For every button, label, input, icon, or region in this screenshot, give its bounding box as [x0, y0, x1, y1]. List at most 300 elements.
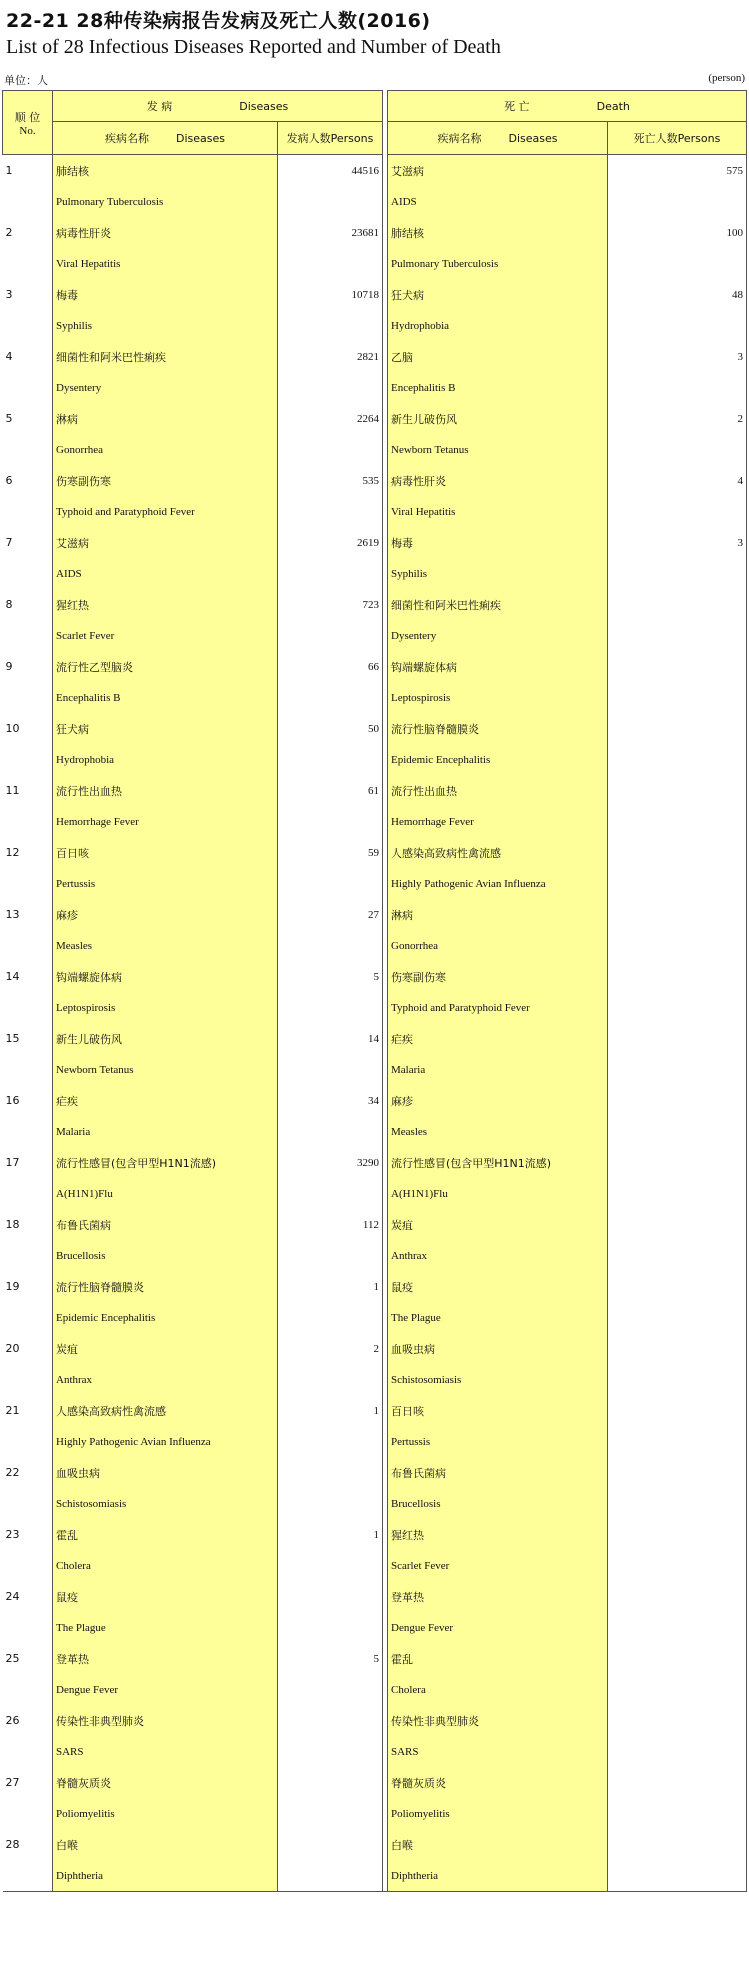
rank-cell: 3: [5, 288, 13, 301]
table-row: [3, 372, 747, 403]
death-disease-zh: 伤寒副伤寒: [388, 961, 608, 992]
table-row: [3, 403, 747, 434]
death-disease-en: Diphtheria: [388, 1860, 608, 1892]
death-count: [608, 1209, 747, 1240]
death-count: [608, 775, 747, 806]
rank-cell-empty: [3, 1426, 53, 1457]
death-count-empty: [608, 1054, 747, 1085]
rank-cell: 12: [5, 846, 20, 859]
death-disease-zh: 淋病: [388, 899, 608, 930]
death-disease-en: Anthrax: [388, 1240, 608, 1271]
table-body: [3, 155, 747, 1892]
table-row: [3, 1457, 747, 1488]
incidence-count: 5: [373, 1652, 379, 1665]
death-header-en: Death: [596, 100, 630, 113]
rank-cell: 18: [5, 1218, 20, 1231]
incidence-count: [278, 1457, 383, 1488]
table-row: [3, 961, 747, 992]
table-row: [3, 1736, 747, 1767]
death-disease-zh: 登革热: [388, 1581, 608, 1612]
incidence-disease-zh: 血吸虫病: [53, 1457, 278, 1488]
incidence-disease-en: Gonorrhea: [53, 434, 278, 465]
incidence-disease-zh: 麻疹: [53, 899, 278, 930]
death-count-empty: [608, 310, 747, 341]
death-count: 575: [608, 155, 747, 187]
death-count-empty: [608, 1240, 747, 1271]
incidence-count-empty: [278, 248, 383, 279]
death-disease-en: Typhoid and Paratyphoid Fever: [388, 992, 608, 1023]
rank-cell: 21: [5, 1404, 20, 1417]
incidence-disease-en: Pulmonary Tuberculosis: [53, 186, 278, 217]
rank-cell: 26: [5, 1714, 20, 1727]
rank-cell: 10: [5, 722, 20, 735]
rank-cell: 9: [5, 660, 13, 673]
death-count: [608, 713, 747, 744]
death-count: 3: [608, 341, 747, 372]
incidence-disease-zh: 流行性感冒(包含甲型H1N1流感): [53, 1147, 278, 1178]
death-disease-en: Hemorrhage Fever: [388, 806, 608, 837]
death-count-empty: [608, 1860, 747, 1892]
incidence-disease-zh: 流行性乙型脑炎: [53, 651, 278, 682]
table-row: [3, 1488, 747, 1519]
rank-cell: 14: [5, 970, 20, 983]
death-count: [608, 1147, 747, 1178]
incidence-disease-en: Cholera: [53, 1550, 278, 1581]
death-disease-zh: 艾滋病: [388, 155, 608, 187]
incidence-disease-en: Leptospirosis: [53, 992, 278, 1023]
incidence-disease-en: Pertussis: [53, 868, 278, 899]
incidence-disease-zh: 伤寒副伤寒: [53, 465, 278, 496]
incidence-disease-zh: 流行性脑脊髓膜炎: [53, 1271, 278, 1302]
incidence-disease-zh: 百日咳: [53, 837, 278, 868]
table-row: [3, 310, 747, 341]
incidence-count-empty: [278, 1054, 383, 1085]
incidence-count-empty: [278, 1736, 383, 1767]
incidence-count-empty: [278, 186, 383, 217]
death-count: [608, 589, 747, 620]
table-row: [3, 1333, 747, 1364]
table-row: [3, 930, 747, 961]
death-count: [608, 1705, 747, 1736]
rank-cell-empty: [3, 930, 53, 961]
incidence-count: 2: [373, 1342, 379, 1355]
table-row: [3, 899, 747, 930]
rank-cell-empty: [3, 1116, 53, 1147]
incidence-disease-en: Brucellosis: [53, 1240, 278, 1271]
death-disease-en: AIDS: [388, 186, 608, 217]
rank-cell-empty: [3, 1054, 53, 1085]
rank-header-zh: 顺 位: [14, 110, 41, 124]
death-disease-en: Pulmonary Tuberculosis: [388, 248, 608, 279]
death-disease-zh: 布鲁氏菌病: [388, 1457, 608, 1488]
incidence-count-empty: [278, 1860, 383, 1892]
rank-cell-empty: [3, 806, 53, 837]
death-disease-en: Newborn Tetanus: [388, 434, 608, 465]
death-count-empty: [608, 248, 747, 279]
incidence-disease-en: Newborn Tetanus: [53, 1054, 278, 1085]
page-title-zh: 22-21 28种传染病报告发病及死亡人数(2016): [6, 10, 431, 32]
table-row: [3, 1519, 747, 1550]
incidence-count: [278, 1705, 383, 1736]
death-count: 48: [608, 279, 747, 310]
rank-cell-empty: [3, 434, 53, 465]
death-disease-zh: 百日咳: [388, 1395, 608, 1426]
incidence-disease-en: Hemorrhage Fever: [53, 806, 278, 837]
incidence-disease-en: Malaria: [53, 1116, 278, 1147]
rank-cell: 20: [5, 1342, 20, 1355]
incidence-count-empty: [278, 992, 383, 1023]
death-count-empty: [608, 558, 747, 589]
incidence-disease-col-zh: 疾病名称: [105, 132, 149, 145]
incidence-count: 1: [373, 1404, 379, 1417]
incidence-count: 66: [368, 660, 379, 673]
death-disease-en: Scarlet Fever: [388, 1550, 608, 1581]
death-disease-zh: 传染性非典型肺炎: [388, 1705, 608, 1736]
incidence-count: 2821: [357, 350, 379, 363]
incidence-count: [278, 1581, 383, 1612]
incidence-disease-zh: 鼠疫: [53, 1581, 278, 1612]
table-row: [3, 1550, 747, 1581]
incidence-count: 10718: [351, 288, 379, 301]
death-count-empty: [608, 496, 747, 527]
table-row: [3, 1705, 747, 1736]
death-disease-zh: 狂犬病: [388, 279, 608, 310]
death-disease-zh: 鼠疫: [388, 1271, 608, 1302]
death-disease-en: Epidemic Encephalitis: [388, 744, 608, 775]
rank-cell: 25: [5, 1652, 20, 1665]
death-count-empty: [608, 806, 747, 837]
unit-label-en: (person): [708, 72, 745, 84]
rank-cell-empty: [3, 1240, 53, 1271]
table-row: [3, 1612, 747, 1643]
rank-cell-empty: [3, 1178, 53, 1209]
death-count: [608, 651, 747, 682]
incidence-count: 61: [368, 784, 379, 797]
death-disease-col-header: [388, 122, 608, 155]
incidence-disease-en: Diphtheria: [53, 1860, 278, 1892]
incidence-count: 2264: [357, 412, 379, 425]
death-disease-en: Leptospirosis: [388, 682, 608, 713]
death-disease-zh: 新生儿破伤风: [388, 403, 608, 434]
rank-cell: 13: [5, 908, 20, 921]
death-count: [608, 961, 747, 992]
incidence-disease-en: Typhoid and Paratyphoid Fever: [53, 496, 278, 527]
death-disease-zh: 流行性脑脊髓膜炎: [388, 713, 608, 744]
incidence-disease-en: Hydrophobia: [53, 744, 278, 775]
rank-cell-empty: [3, 682, 53, 713]
incidence-count-empty: [278, 1240, 383, 1271]
table-row: [3, 558, 747, 589]
table-row: [3, 1581, 747, 1612]
incidence-disease-zh: 登革热: [53, 1643, 278, 1674]
death-count-empty: [608, 1178, 747, 1209]
rank-cell-empty: [3, 496, 53, 527]
incidence-disease-zh: 传染性非典型肺炎: [53, 1705, 278, 1736]
incidence-disease-en: SARS: [53, 1736, 278, 1767]
incidence-disease-zh: 新生儿破伤风: [53, 1023, 278, 1054]
death-disease-zh: 人感染高致病性禽流感: [388, 837, 608, 868]
incidence-count: 5: [373, 970, 379, 983]
table-row: [3, 837, 747, 868]
table-row: [3, 1798, 747, 1829]
death-disease-zh: 炭疽: [388, 1209, 608, 1240]
rank-cell-empty: [3, 1736, 53, 1767]
incidence-disease-zh: 钩端螺旋体病: [53, 961, 278, 992]
rank-cell: 19: [5, 1280, 20, 1293]
incidence-count-empty: [278, 496, 383, 527]
rank-cell: 11: [5, 784, 20, 797]
death-disease-en: Brucellosis: [388, 1488, 608, 1519]
death-disease-en: Encephalitis B: [388, 372, 608, 403]
incidence-count-empty: [278, 930, 383, 961]
incidence-disease-en: A(H1N1)Flu: [53, 1178, 278, 1209]
rank-cell-empty: [3, 1860, 53, 1892]
incidence-count-empty: [278, 1488, 383, 1519]
death-count-empty: [608, 682, 747, 713]
incidence-count: 50: [368, 722, 379, 735]
incidence-count-empty: [278, 434, 383, 465]
table-row: [3, 1302, 747, 1333]
incidence-disease-en: The Plague: [53, 1612, 278, 1643]
incidence-count-empty: [278, 1798, 383, 1829]
incidence-count-empty: [278, 1426, 383, 1457]
death-disease-en: Hydrophobia: [388, 310, 608, 341]
table-row: [3, 1829, 747, 1860]
death-disease-zh: 细菌性和阿米巴性痢疾: [388, 589, 608, 620]
incidence-disease-en: Highly Pathogenic Avian Influenza: [53, 1426, 278, 1457]
incidence-count: [278, 1829, 383, 1860]
death-count: [608, 1395, 747, 1426]
incidence-disease-zh: 炭疽: [53, 1333, 278, 1364]
death-count-empty: [608, 868, 747, 899]
death-count-empty: [608, 1364, 747, 1395]
table-row: [3, 992, 747, 1023]
rank-cell: 17: [5, 1156, 20, 1169]
death-disease-en: Cholera: [388, 1674, 608, 1705]
incidence-count: 27: [368, 908, 379, 921]
incidence-count: 112: [362, 1218, 379, 1231]
table-row: [3, 1643, 747, 1674]
rank-cell: 28: [5, 1838, 20, 1851]
table-row: [3, 1767, 747, 1798]
death-disease-en: Viral Hepatitis: [388, 496, 608, 527]
death-count: [608, 1643, 747, 1674]
death-disease-en: SARS: [388, 1736, 608, 1767]
death-disease-zh: 白喉: [388, 1829, 608, 1860]
incidence-count: 1: [373, 1528, 379, 1541]
death-count-empty: [608, 744, 747, 775]
death-count-empty: [608, 1426, 747, 1457]
table-row: [3, 434, 747, 465]
death-count: 100: [608, 217, 747, 248]
rank-cell: 5: [5, 412, 13, 425]
incidence-header: [53, 91, 383, 122]
incidence-count-empty: [278, 1178, 383, 1209]
death-count: [608, 1271, 747, 1302]
death-disease-en: A(H1N1)Flu: [388, 1178, 608, 1209]
table-row: [3, 1395, 747, 1426]
incidence-disease-zh: 梅毒: [53, 279, 278, 310]
death-count: [608, 1829, 747, 1860]
death-count: [608, 899, 747, 930]
death-count-empty: [608, 930, 747, 961]
death-header-zh: 死 亡: [504, 100, 530, 113]
incidence-count-empty: [278, 1550, 383, 1581]
incidence-count: 34: [368, 1094, 379, 1107]
death-disease-zh: 流行性感冒(包含甲型H1N1流感): [388, 1147, 608, 1178]
incidence-disease-zh: 疟疾: [53, 1085, 278, 1116]
cases-col-header: 发病人数Persons: [278, 122, 383, 155]
death-disease-en: Dengue Fever: [388, 1612, 608, 1643]
rank-cell: 2: [5, 226, 13, 239]
table-row: [3, 682, 747, 713]
rank-cell: 15: [5, 1032, 20, 1045]
rank-cell-empty: [3, 1488, 53, 1519]
death-disease-zh: 肺结核: [388, 217, 608, 248]
death-header: [388, 91, 747, 122]
incidence-disease-en: Encephalitis B: [53, 682, 278, 713]
incidence-disease-zh: 霍乱: [53, 1519, 278, 1550]
rank-cell: 23: [5, 1528, 20, 1541]
death-disease-zh: 病毒性肝炎: [388, 465, 608, 496]
incidence-count: 1: [373, 1280, 379, 1293]
incidence-count-empty: [278, 744, 383, 775]
table-row: [3, 1147, 747, 1178]
death-disease-en: Malaria: [388, 1054, 608, 1085]
death-disease-en: Measles: [388, 1116, 608, 1147]
death-disease-zh: 疟疾: [388, 1023, 608, 1054]
rank-cell: 7: [5, 536, 13, 549]
death-disease-zh: 脊髓灰质炎: [388, 1767, 608, 1798]
table-row: [3, 186, 747, 217]
death-disease-col-zh: 疾病名称: [437, 132, 482, 145]
rank-cell: 4: [5, 350, 13, 363]
rank-cell: 24: [5, 1590, 20, 1603]
incidence-disease-en: Dysentery: [53, 372, 278, 403]
death-disease-en: Gonorrhea: [388, 930, 608, 961]
disease-table: [2, 90, 747, 1892]
table-row: [3, 1426, 747, 1457]
incidence-count-empty: [278, 558, 383, 589]
rank-cell-empty: [3, 372, 53, 403]
incidence-count-empty: [278, 310, 383, 341]
rank-cell-empty: [3, 620, 53, 651]
rank-header-en: No.: [19, 124, 36, 137]
rank-cell: 1: [5, 164, 13, 177]
death-disease-zh: 乙脑: [388, 341, 608, 372]
incidence-count-empty: [278, 1302, 383, 1333]
table-row: [3, 868, 747, 899]
page-title-en: List of 28 Infectious Diseases Reported and Number of Death: [6, 36, 501, 58]
incidence-count: 44516: [351, 164, 379, 177]
death-count: [608, 1767, 747, 1798]
incidence-disease-en: Scarlet Fever: [53, 620, 278, 651]
table-row: [3, 341, 747, 372]
death-count-empty: [608, 434, 747, 465]
rank-cell-empty: [3, 1612, 53, 1643]
incidence-disease-zh: 布鲁氏菌病: [53, 1209, 278, 1240]
table-row: [3, 1271, 747, 1302]
incidence-count: 59: [368, 846, 379, 859]
incidence-disease-zh: 病毒性肝炎: [53, 217, 278, 248]
unit-label-zh: 单位：人: [4, 74, 48, 87]
incidence-disease-en: Epidemic Encephalitis: [53, 1302, 278, 1333]
table-row: [3, 806, 747, 837]
incidence-count-empty: [278, 1116, 383, 1147]
incidence-count: 3290: [357, 1156, 379, 1169]
incidence-count-empty: [278, 372, 383, 403]
table-row: [3, 620, 747, 651]
incidence-disease-zh: 猩红热: [53, 589, 278, 620]
incidence-disease-en: AIDS: [53, 558, 278, 589]
incidence-count-empty: [278, 620, 383, 651]
table-row: [3, 1085, 747, 1116]
death-count-empty: [608, 1736, 747, 1767]
death-disease-en: Highly Pathogenic Avian Influenza: [388, 868, 608, 899]
death-disease-en: Poliomyelitis: [388, 1798, 608, 1829]
rank-header: [3, 91, 53, 155]
death-disease-zh: 麻疹: [388, 1085, 608, 1116]
incidence-disease-zh: 人感染高致病性禽流感: [53, 1395, 278, 1426]
incidence-count: 723: [362, 598, 379, 611]
table-row: [3, 1178, 747, 1209]
death-disease-zh: 猩红热: [388, 1519, 608, 1550]
death-count-empty: [608, 1116, 747, 1147]
death-count: [608, 1519, 747, 1550]
death-count: 4: [608, 465, 747, 496]
death-count-empty: [608, 620, 747, 651]
death-disease-col-en: Diseases: [508, 132, 558, 145]
rank-cell: 22: [5, 1466, 20, 1479]
rank-cell-empty: [3, 1550, 53, 1581]
table-row: [3, 465, 747, 496]
death-count-empty: [608, 1550, 747, 1581]
table-row: [3, 155, 747, 187]
table-row: [3, 1364, 747, 1395]
death-count: [608, 1085, 747, 1116]
table-row: [3, 589, 747, 620]
incidence-disease-col-en: Diseases: [176, 132, 225, 145]
incidence-disease-zh: 淋病: [53, 403, 278, 434]
table-row: [3, 279, 747, 310]
incidence-header-zh: 发 病: [146, 100, 173, 113]
death-count-empty: [608, 1302, 747, 1333]
incidence-count: 23681: [351, 226, 379, 239]
rank-cell-empty: [3, 310, 53, 341]
incidence-disease-en: Viral Hepatitis: [53, 248, 278, 279]
incidence-count: 2619: [357, 536, 379, 549]
death-disease-zh: 流行性出血热: [388, 775, 608, 806]
death-disease-zh: 钩端螺旋体病: [388, 651, 608, 682]
death-disease-zh: 血吸虫病: [388, 1333, 608, 1364]
death-disease-en: Schistosomiasis: [388, 1364, 608, 1395]
death-count: 3: [608, 527, 747, 558]
death-count: [608, 1581, 747, 1612]
incidence-count-empty: [278, 1612, 383, 1643]
rank-cell-empty: [3, 1674, 53, 1705]
incidence-count-empty: [278, 1674, 383, 1705]
rank-cell-empty: [3, 992, 53, 1023]
incidence-disease-zh: 细菌性和阿米巴性痢疾: [53, 341, 278, 372]
deaths-col-header: 死亡人数Persons: [608, 122, 747, 155]
rank-cell-empty: [3, 1364, 53, 1395]
table-row: [3, 496, 747, 527]
incidence-count: 14: [368, 1032, 379, 1045]
incidence-disease-en: Anthrax: [53, 1364, 278, 1395]
death-disease-zh: 霍乱: [388, 1643, 608, 1674]
death-count: [608, 1457, 747, 1488]
death-count-empty: [608, 372, 747, 403]
